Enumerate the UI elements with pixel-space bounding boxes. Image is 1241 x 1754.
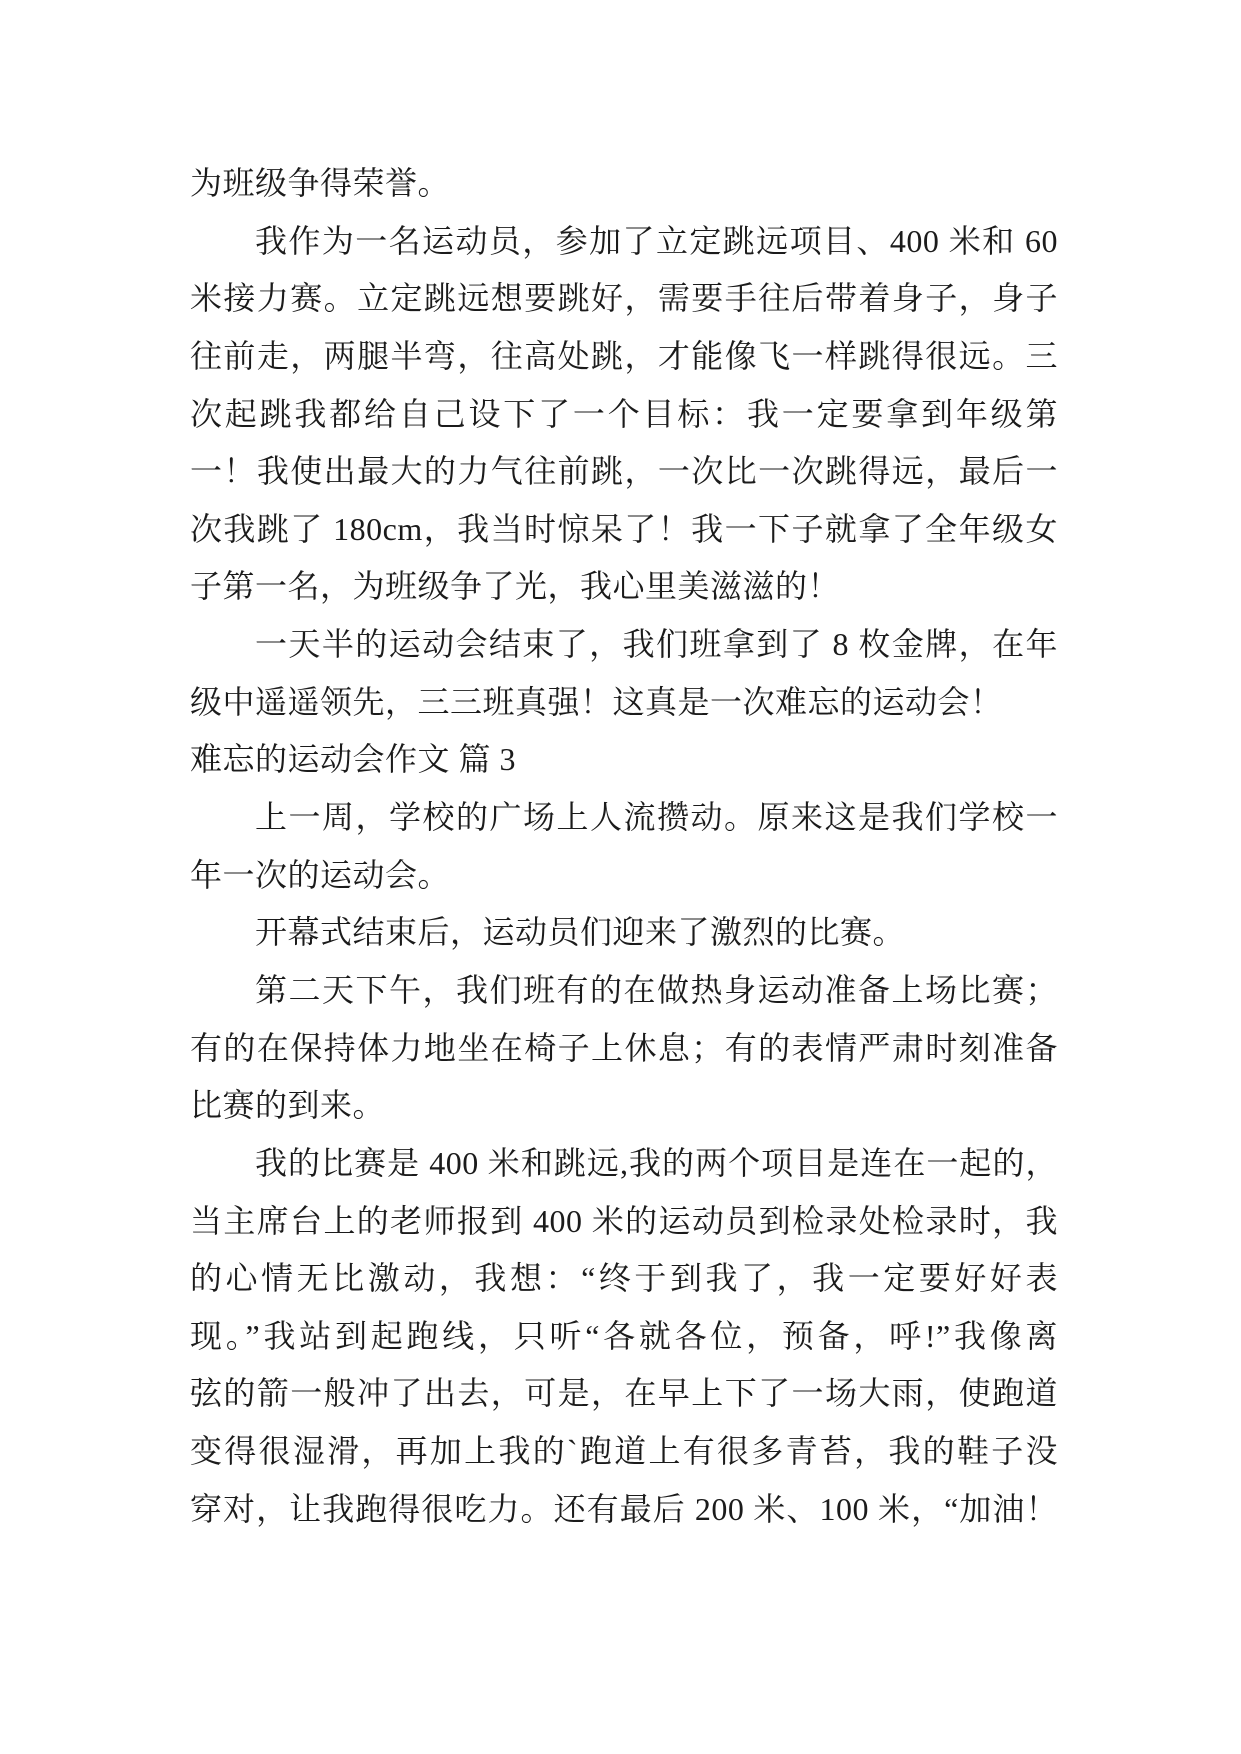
text-line: 现。”我站到起跑线，只听“各就各位，预备，呼!”我像离	[190, 1317, 1058, 1354]
text-line: 变得很湿滑，再加上我的`跑道上有很多青苔，我的鞋子没	[190, 1433, 1058, 1470]
text-line: 我作为一名运动员，参加了立定跳远项目、400 米和 60	[255, 222, 1058, 259]
text-line: 子第一名，为班级争了光，我心里美滋滋的！	[190, 568, 841, 605]
text-line: 比赛的到来。	[190, 1087, 386, 1124]
text-line: 次起跳我都给自己设下了一个目标：我一定要拿到年级第	[190, 395, 1058, 432]
text-line: 我的比赛是 400 米和跳远,我的两个项目是连在一起的，	[255, 1144, 1058, 1181]
text-line: 弦的箭一般冲了出去，可是，在早上下了一场大雨，使跑道	[190, 1375, 1058, 1412]
text-line: 第二天下午，我们班有的在做热身运动准备上场比赛；	[255, 971, 1058, 1008]
text-line: 一！我使出最大的力气往前跳，一次比一次跳得远，最后一	[190, 453, 1058, 490]
text-line: 开幕式结束后，运动员们迎来了激烈的比赛。	[255, 914, 906, 951]
section-heading: 难忘的运动会作文 篇 3	[190, 741, 517, 778]
text-line: 次我跳了 180cm，我当时惊呆了！我一下子就拿了全年级女	[190, 510, 1058, 547]
text-line: 当主席台上的老师报到 400 米的运动员到检录处检录时，我	[190, 1202, 1058, 1239]
text-line: 穿对，让我跑得很吃力。还有最后 200 米、100 米，“加油！	[190, 1490, 1058, 1527]
text-line: 有的在保持体力地坐在椅子上休息；有的表情严肃时刻准备	[190, 1029, 1058, 1066]
text-line: 级中遥遥领先，三三班真强！这真是一次难忘的运动会！	[190, 683, 1003, 720]
essay-body	[190, 155, 1058, 1538]
text-line: 年一次的运动会。	[190, 856, 451, 893]
text-line: 为班级争得荣誉。	[190, 165, 451, 201]
text-line: 的心情无比激动，我想：“终于到我了，我一定要好好表	[190, 1260, 1058, 1297]
text-line: 米接力赛。立定跳远想要跳好，需要手往后带着身子，身子	[190, 280, 1058, 317]
text-line: 往前走，两腿半弯，往高处跳，才能像飞一样跳得很远。三	[190, 337, 1058, 374]
text-line: 上一周，学校的广场上人流攒动。原来这是我们学校一	[255, 799, 1058, 836]
text-line: 一天半的运动会结束了，我们班拿到了 8 枚金牌，在年	[255, 626, 1058, 663]
